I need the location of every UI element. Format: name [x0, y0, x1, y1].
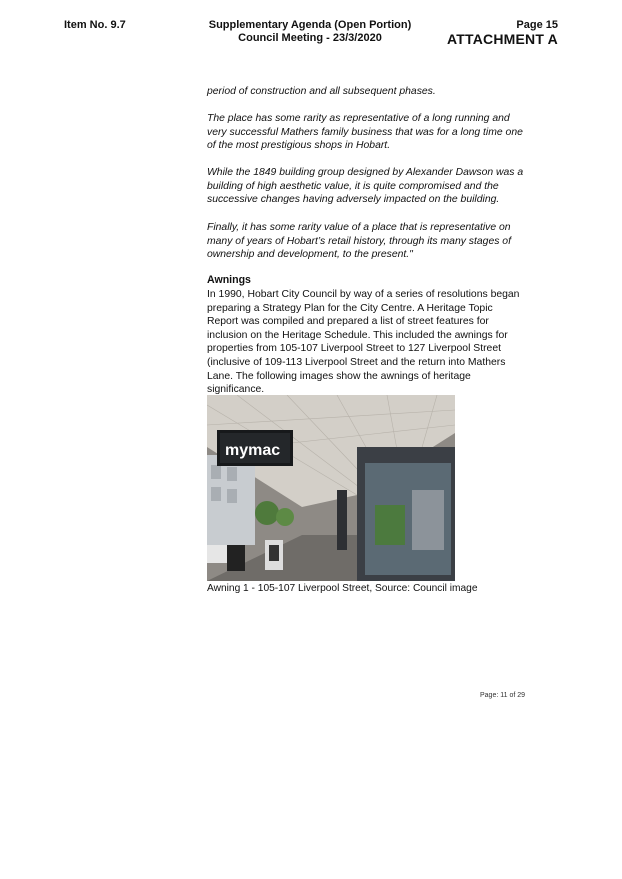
paragraph-rarity: The place has some rarity as representative of a long running and very successful Mathers family business that was for a long time one of the most prestigious shops in Hobart. — [207, 113, 523, 152]
paragraph-retail-history: Finally, it has some rarity value of a place that is representative on many of years of Hobart’s retail history, through its many stages of ownership and development, to the present." — [207, 222, 511, 261]
paragraph-construction: period of construction and all subsequent phases. — [207, 86, 436, 97]
awning-photo — [207, 395, 455, 581]
paragraph-building-group: While the 1849 building group designed by Alexander Dawson was a building of high aesthetic value, it is quite compromised and the successive changes having adversely impacted on the building. — [207, 167, 524, 206]
attachment-label: ATTACHMENT A — [446, 31, 558, 47]
meeting-date: Council Meeting - 23/3/2020 — [238, 32, 382, 44]
sign-text: mymac — [225, 442, 281, 459]
agenda-header — [200, 19, 420, 45]
awning-post — [337, 490, 347, 550]
paragraph-awnings: In 1990, Hobart City Council by way of a series of resolutions began preparing a Strategy Plan for the City Centre. A Heritage Topic Report was compiled and prepared a list of street features for inclusion on the Heritage Schedule. This included the awnings for properties from 105-107 Liverpool Street to 127 Liverpool Street (inclusive of 109-113 Liverpool Street and the return into Mathers Lane. The following images show the awnings of heritage significance. — [207, 289, 520, 396]
page-number: Page 15 — [516, 19, 558, 31]
awnings-heading: Awnings — [207, 274, 251, 286]
page-count: Page: 11 of 29 — [480, 692, 526, 699]
tree — [255, 501, 279, 525]
item-number: Item No. 9.7 — [64, 19, 126, 31]
sandwich-board — [227, 545, 245, 571]
agenda-title: Supplementary Agenda (Open Portion) — [208, 19, 412, 31]
photo-caption: Awning 1 - 105-107 Liverpool Street, Source: Council image — [207, 583, 478, 594]
